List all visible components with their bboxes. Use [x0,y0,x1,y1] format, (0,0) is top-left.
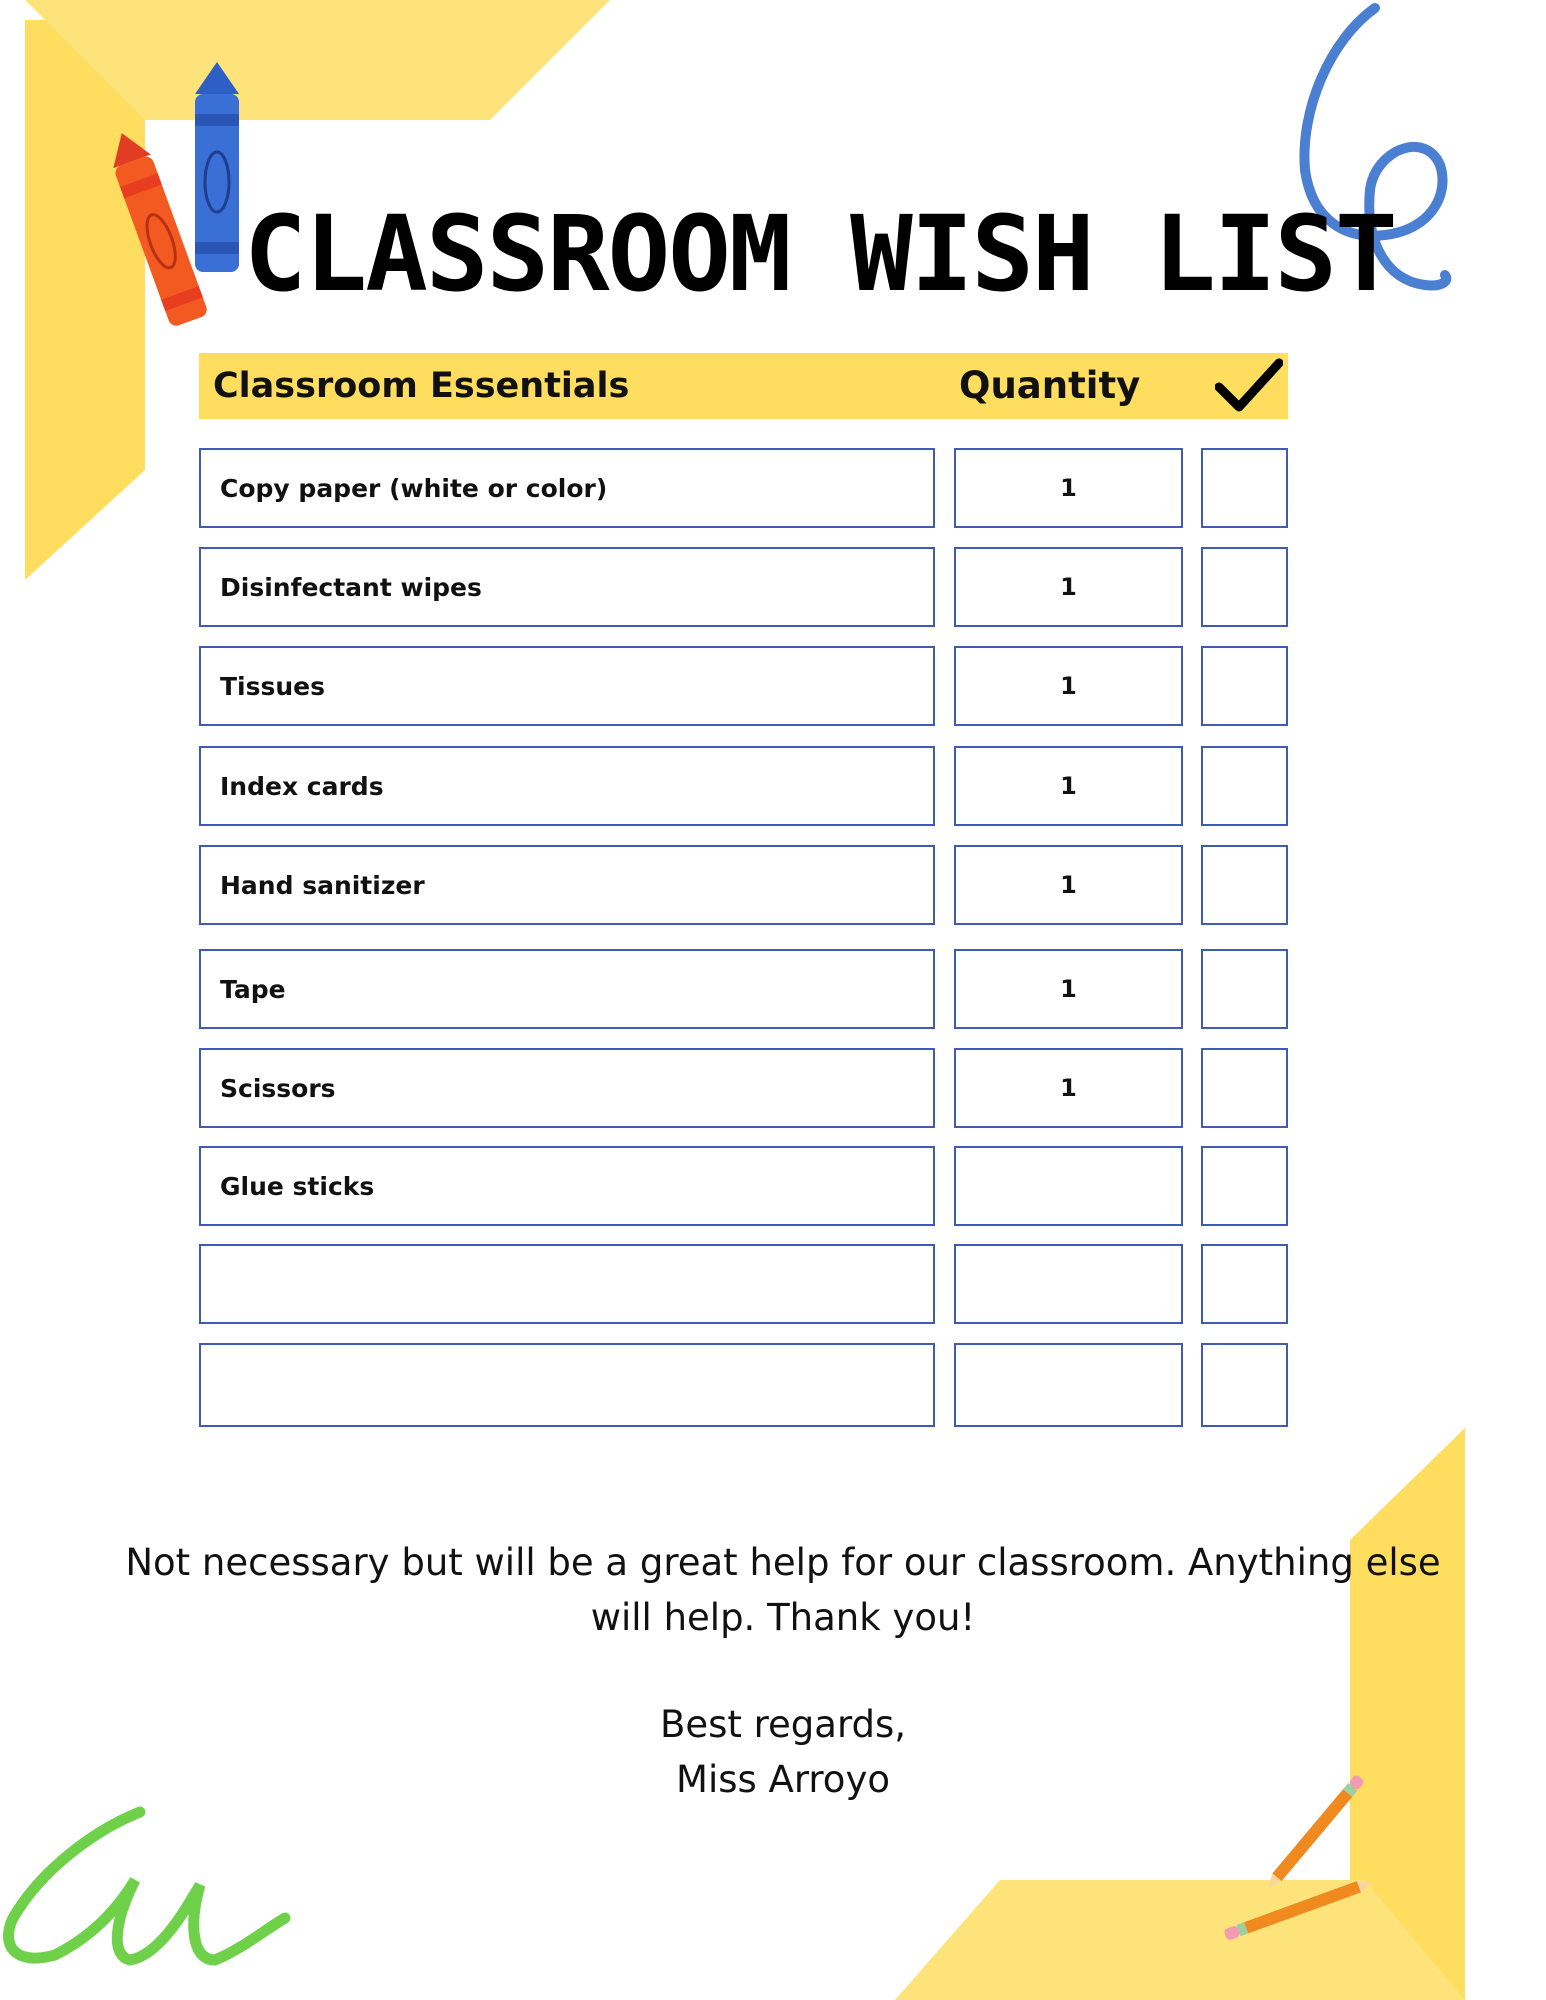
checkbox[interactable] [1201,448,1288,528]
quantity-cell [954,1244,1183,1324]
checkbox[interactable] [1201,1048,1288,1128]
item-quantity: 1 [1060,672,1077,700]
checkbox[interactable] [1201,1146,1288,1226]
checkbox[interactable] [1201,949,1288,1029]
checkbox[interactable] [1201,845,1288,925]
closing-line: Best regards, [659,1703,907,1746]
quantity-cell [954,646,1183,726]
item-quantity [956,1148,1181,1224]
item-name: Hand sanitizer [220,870,425,900]
item-quantity: 1 [1060,474,1077,502]
page-title: CLASSROOM WISH LIST [244,193,1396,315]
item-cell [199,1048,935,1128]
quantity-cell [954,448,1183,528]
item-cell [199,1146,935,1226]
table-header [199,353,1288,419]
quantity-cell [954,845,1183,925]
item-cell [199,646,935,726]
quantity-cell [954,1343,1183,1427]
item-name: Tape [220,974,286,1004]
checkmark-icon [1215,357,1283,413]
scribble-green-icon [9,1812,285,1960]
item-quantity: 1 [1060,1074,1077,1102]
quantity-cell [954,746,1183,826]
item-name: Glue sticks [220,1171,375,1201]
item-cell [199,1343,935,1427]
column-header-item: Classroom Essentials [213,366,630,406]
checkbox[interactable] [1201,1343,1288,1427]
item-quantity: 1 [1060,772,1077,800]
item-name: Tissues [220,671,326,701]
item-cell [199,746,935,826]
item-name: Scissors [220,1073,336,1103]
checkbox[interactable] [1201,1244,1288,1324]
item-cell [199,448,935,528]
column-header-quantity: Quantity [959,364,1141,407]
frame-corner-top-left [25,20,145,580]
checkbox[interactable] [1201,746,1288,826]
crayon-blue-icon [195,62,239,272]
item-cell [199,949,935,1029]
item-name: Disinfectant wipes [220,572,482,602]
item-quantity: 1 [1060,975,1077,1003]
item-quantity: 1 [1060,573,1077,601]
item-cell [199,845,935,925]
item-name: Index cards [220,771,384,801]
item-cell [199,547,935,627]
quantity-cell [954,1146,1183,1226]
item-cell [199,1244,935,1324]
footer-note: Not necessary but will be a great help for our classroom. Anything else will help. Thank you! [125,1541,1441,1639]
frame-band-bottom [895,1880,1465,2000]
quantity-cell [954,1048,1183,1128]
item-quantity [956,1345,1181,1425]
item-quantity: 1 [1060,871,1077,899]
signature: Miss Arroyo [676,1758,890,1801]
item-name: Copy paper (white or color) [220,473,608,503]
checkbox[interactable] [1201,646,1288,726]
quantity-cell [954,547,1183,627]
closing-block [90,1697,1476,1807]
checkbox[interactable] [1201,547,1288,627]
quantity-cell [954,949,1183,1029]
item-quantity [956,1246,1181,1322]
